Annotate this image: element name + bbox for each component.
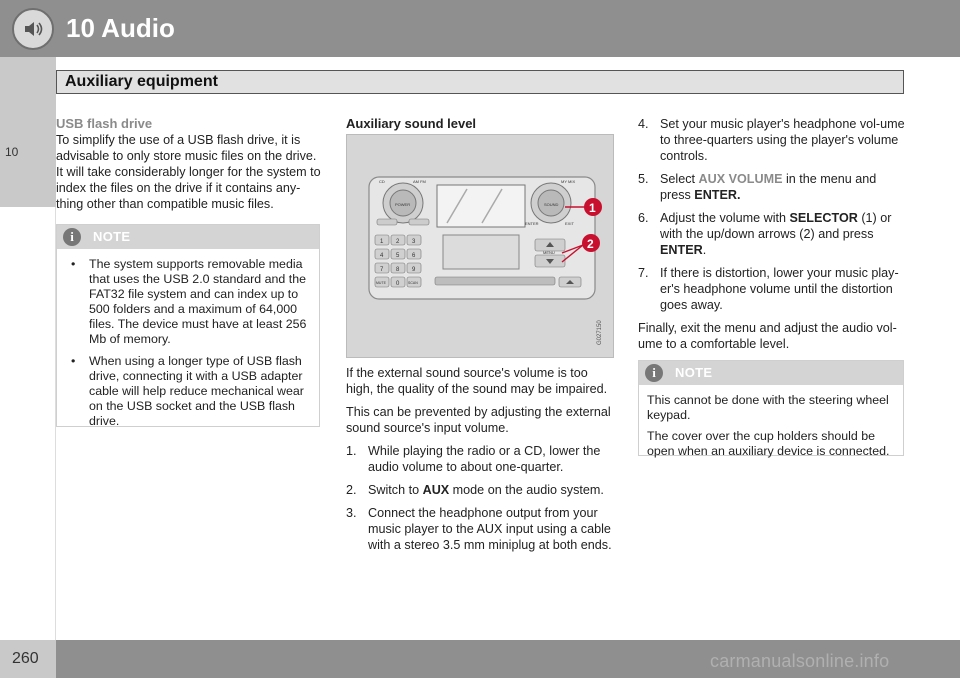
info-icon: i — [645, 364, 663, 382]
exit-label: EXIT — [565, 221, 574, 226]
note-header — [57, 225, 319, 249]
right-column — [638, 116, 906, 359]
key-8: 8 — [396, 267, 400, 273]
audio-speaker-icon — [12, 8, 54, 50]
note-label: NOTE — [93, 229, 131, 244]
mute-label: MUTE — [376, 281, 386, 285]
note-body — [639, 385, 903, 471]
usb-text: To simplify the use of a USB flash drive, it is advisable to only store music files on the drive. It will take considerably longer for the system to index the files on the drive if it contains any-thing other than compatible music files. — [56, 133, 321, 211]
amfm-label: AM FM — [413, 179, 426, 184]
section-title: Auxiliary equipment — [65, 73, 218, 90]
chapter-number: 10 — [5, 145, 19, 159]
section-bar — [56, 70, 904, 94]
note-label: NOTE — [675, 365, 713, 380]
left-column — [56, 116, 322, 219]
key-5: 5 — [396, 253, 400, 259]
sound-label: SOUND — [544, 202, 559, 207]
key-4: 4 — [380, 253, 384, 259]
note-item: • The system supports removable media that uses the USB 2.0 standard and the FAT32 file system and can index up to 500 folders and a maximum of 64,000 files. The device must have at least 256 Mb of memory. — [65, 257, 311, 347]
callout-1: 1 — [589, 201, 596, 215]
step-3: 3. Connect the headphone output from your music player to the AUX input using a cable with a stereo 3.5 mm miniplug at both ends. — [346, 506, 612, 552]
info-icon: i — [63, 228, 81, 246]
figure-code: G027150 — [597, 320, 603, 345]
menu-label: MENU — [543, 250, 555, 255]
key-0: 0 — [396, 281, 400, 287]
step-1: 1. While playing the radio or a CD, lower the audio volume to about one-quarter. — [346, 444, 601, 474]
note-paragraph: The cover over the cup holders should be open when an auxiliary device is connected. — [647, 429, 890, 458]
key-2: 2 — [396, 239, 400, 245]
step-2: 2. Switch to AUX mode on the audio system. — [346, 483, 604, 497]
power-label: POWER — [395, 202, 411, 207]
cd-label: CD — [379, 179, 385, 184]
aux-para-2: This can be prevented by adjusting the external sound source's input volume. — [346, 405, 611, 435]
scan-label: SCAN — [408, 281, 418, 285]
note-paragraph: This cannot be done with the steering wheel keypad. — [647, 393, 889, 422]
audio-panel-figure — [346, 134, 614, 358]
finally-text: Finally, exit the menu and adjust the audio vol-ume to a comfortable level. — [638, 321, 897, 351]
watermark: carmanualsonline.info — [710, 651, 890, 671]
page-number: 260 — [12, 650, 39, 667]
aux-sound-heading: Auxiliary sound level — [346, 116, 477, 131]
margin — [0, 207, 56, 640]
step-5: 5. Select AUX VOLUME in the menu and press ENTER. — [638, 172, 877, 202]
middle-column-heading — [346, 116, 616, 132]
steps-list-1 — [346, 443, 616, 553]
callout-2: 2 — [587, 237, 594, 251]
step-6: 6. Adjust the volume with SELECTOR (1) or with the up/down arrows (2) and press ENTER. — [638, 211, 892, 257]
key-9: 9 — [412, 267, 416, 273]
chapter-tab — [0, 57, 56, 207]
chapter-title: 10 Audio — [66, 13, 175, 43]
key-6: 6 — [412, 253, 416, 259]
enter-label: ENTER — [525, 221, 539, 226]
aux-para-1: If the external sound source's volume is too high, the quality of the sound may be impaired. — [346, 366, 608, 396]
key-3: 3 — [412, 239, 416, 245]
mymix-label: MY MIX — [561, 179, 576, 184]
note-item: • When using a longer type of USB flash drive, connecting it with a USB adapter cable will help reduce mechanical wear on the USB socket and the USB flash drive. — [65, 354, 311, 429]
step-4: 4. Set your music player's headphone vol-ume to three-quarters using the player's volume controls. — [638, 117, 905, 163]
usb-heading: USB flash drive — [56, 116, 153, 131]
key-7: 7 — [380, 267, 384, 273]
key-1: 1 — [380, 239, 384, 245]
usb-note-box — [56, 224, 320, 427]
page-header — [0, 0, 960, 57]
note-header — [639, 361, 903, 385]
note-body — [57, 249, 319, 442]
audio-panel-illustration — [347, 135, 615, 359]
middle-column-text — [346, 365, 616, 560]
aux-note-box — [638, 360, 904, 456]
steps-list-2 — [638, 116, 906, 313]
step-7: 7. If there is distortion, lower your music play-er's headphone volume until the distortion goes away. — [638, 266, 899, 312]
